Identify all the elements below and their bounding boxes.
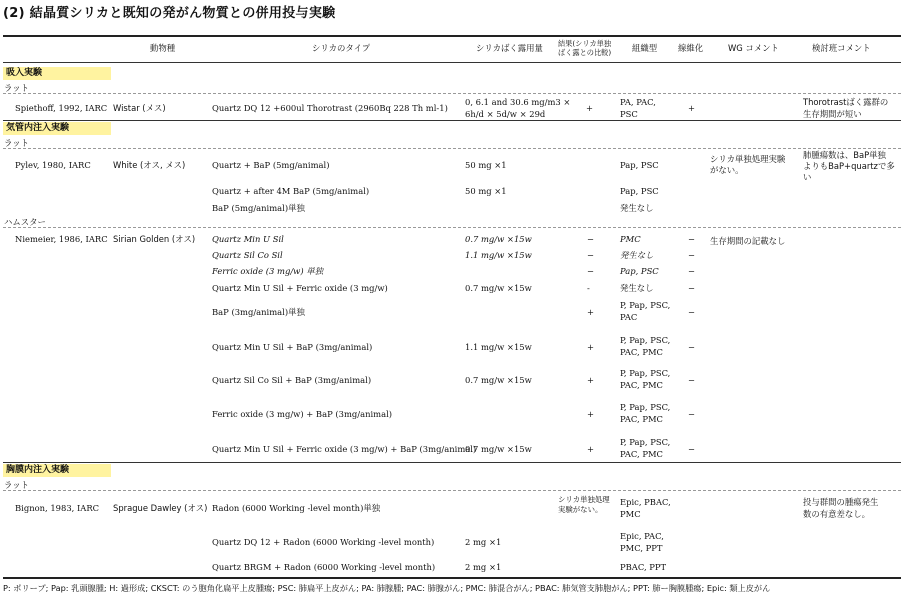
fibrosis-cell: − (688, 409, 696, 419)
divider (3, 490, 901, 491)
result-cell: + (587, 307, 595, 317)
tissue-cell: Pap, PSC (620, 160, 659, 170)
section-intrapleural: 胸膜内注入実験 (3, 464, 111, 477)
silica-type-cell: Ferric oxide (3 mg/w) + BaP (3mg/animal) (212, 409, 393, 419)
sub-rat: ラット (4, 138, 29, 148)
tissue-cell: P, Pap, PSC, (620, 300, 671, 310)
tissue-cell-line2: PAC (620, 312, 638, 322)
species-cell: White (オス, メス) (113, 160, 186, 170)
document-title: (2) 結晶質シリカと既知の発がん物質との併用投与実験 (3, 6, 336, 21)
header-exposure: シリカばく露用量 (476, 43, 543, 53)
silica-type-cell: BaP (3mg/animal)単独 (212, 307, 305, 317)
fibrosis-cell: − (688, 342, 696, 352)
exposure-cell: 1.1 mg/w ×15w (465, 342, 532, 352)
review-cell: 投与群間の腫瘍発生 (803, 497, 879, 507)
silica-type-cell: Quartz DQ 12 + Radon (6000 Working -level month) (212, 537, 435, 547)
result-cell: シリカ単独処理 (558, 495, 610, 504)
header-result-line1: 結果(シリカ単独 (558, 39, 612, 48)
tissue-cell: P, Pap, PSC, (620, 368, 671, 378)
review-cell: 肺腫瘍数は、BaP単独 (803, 150, 886, 160)
footnote: P: ポリープ; Pap: 乳頭腺腫; H: 過形成; CKSCT: のう胞角化扁平上皮腫瘍; PSC: 肺扁平上皮がん; PA: 肺腺腫; PAC: 肺腺がん; PMC: 肺混合がん; PBAC: 肺気管支肺胞がん; PPT: 肺ー胸膜腫瘍; Epic: 類上皮がん (3, 583, 771, 593)
study-ref: Spiethoff, 1992, IARC (15, 103, 108, 113)
tissue-cell: PMC (620, 234, 641, 244)
divider (3, 93, 901, 94)
exposure-cell: 1.1 mg/w ×15w (465, 250, 532, 260)
species-cell: Wistar (メス) (113, 103, 166, 113)
fibrosis-cell: − (688, 444, 696, 454)
silica-type-cell: Quartz BRGM + Radon (6000 Working -level month) (212, 562, 436, 572)
study-ref: Pylev, 1980, IARC (15, 160, 91, 170)
exposure-cell-line2: 6h/d × 5d/w × 29d (465, 109, 546, 119)
silica-type-cell: Quartz Sil Co Sil (212, 250, 283, 260)
silica-type-cell: Quartz Min U Sil + Ferric oxide (3 mg/w) + BaP (3mg/animal) (212, 444, 477, 454)
tissue-cell: Pap, PSC (620, 266, 659, 276)
tissue-cell: PBAC, PPT (620, 562, 667, 572)
result-cell: - (587, 283, 590, 293)
tissue-cell: 発生なし (620, 203, 654, 213)
study-ref: Niemeier, 1986, IARC (15, 234, 108, 244)
table-bottom-rule (3, 577, 901, 579)
result-cell: + (587, 444, 595, 454)
tissue-cell: 発生なし (620, 250, 654, 260)
silica-type-cell: Quartz Sil Co Sil + BaP (3mg/animal) (212, 375, 372, 385)
tissue-cell: P, Pap, PSC, (620, 402, 671, 412)
tissue-cell-line2: PMC (620, 509, 641, 519)
review-cell-line2: 生存期間が短い (803, 109, 862, 119)
exposure-cell: 50 mg ×1 (465, 186, 507, 196)
result-cell: + (587, 342, 595, 352)
section-intratracheal: 気管内注入実験 (3, 122, 111, 135)
fibrosis-cell: − (688, 375, 696, 385)
exposure-cell: 0.7 mg/w ×15w (465, 444, 532, 454)
header-bottom-rule (3, 62, 901, 63)
result-cell: − (587, 250, 595, 260)
tissue-cell: Epic, PBAC, (620, 497, 671, 507)
tissue-cell-line2: PAC, PMC (620, 449, 663, 459)
tissue-cell-line2: PAC, PMC (620, 347, 663, 357)
table-top-rule (3, 35, 901, 37)
exposure-cell: 0, 6.1 and 30.6 mg/m3 × (465, 97, 571, 107)
result-cell-line2: 実験がない。 (558, 505, 603, 514)
fibrosis-cell: − (688, 234, 696, 244)
exposure-cell: 2 mg ×1 (465, 537, 502, 547)
sub-rat: ラット (4, 480, 29, 490)
species-cell: Sirian Golden (オス) (113, 234, 196, 244)
tissue-cell-line2: PMC, PPT (620, 543, 663, 553)
silica-type-cell: Quartz Min U Sil + BaP (3mg/animal) (212, 342, 373, 352)
tissue-cell: 発生なし (620, 283, 654, 293)
silica-type-cell: Quartz Min U Sil (212, 234, 284, 244)
header-silica-type: シリカのタイプ (312, 43, 371, 53)
wg-cell-line2: がない。 (710, 165, 744, 175)
result-cell: + (587, 409, 595, 419)
silica-type-cell: Quartz DQ 12 +600ul Thorotrast (2960Bq 228 Th ml-1) (212, 103, 448, 113)
header-tissue: 組織型 (632, 43, 658, 53)
result-cell: + (586, 103, 594, 113)
fibrosis-cell: − (688, 266, 696, 276)
divider (3, 227, 901, 228)
section-rule (3, 120, 901, 121)
silica-type-cell: Ferric oxide (3 mg/w) 単独 (212, 266, 324, 276)
wg-cell: シリカ単独処理実験 (710, 154, 786, 164)
fibrosis-cell: + (688, 103, 696, 113)
fibrosis-cell: − (688, 307, 696, 317)
tissue-cell: Pap, PSC (620, 186, 659, 196)
exposure-cell: 0.7 mg/w ×15w (465, 234, 532, 244)
result-cell: − (587, 266, 595, 276)
section-rule (3, 462, 901, 463)
divider (3, 148, 901, 149)
sub-rat: ラット (4, 83, 29, 93)
section-inhalation: 吸入実験 (3, 67, 111, 80)
tissue-cell: P, Pap, PSC, (620, 437, 671, 447)
tissue-cell: Epic, PAC, (620, 531, 664, 541)
silica-type-cell: Quartz + BaP (5mg/animal) (212, 160, 330, 170)
review-cell-line3: い (803, 172, 812, 182)
fibrosis-cell: − (688, 250, 696, 260)
tissue-cell-line2: PSC (620, 109, 638, 119)
silica-type-cell: Radon (6000 Working -level month)単独 (212, 503, 381, 513)
header-result (558, 39, 611, 57)
tissue-cell: PA, PAC, (620, 97, 656, 107)
review-cell-line2: よりもBaP+quartzで多 (803, 161, 895, 171)
header-result-line2: ばく露との比較) (558, 48, 612, 57)
result-cell: − (587, 234, 595, 244)
exposure-cell: 2 mg ×1 (465, 562, 502, 572)
review-cell: Thorotrastばく露群の (803, 97, 889, 107)
species-cell: Sprague Dawley (オス) (113, 503, 208, 513)
tissue-cell-line2: PAC, PMC (620, 414, 663, 424)
silica-type-cell: Quartz + after 4M BaP (5mg/animal) (212, 186, 370, 196)
header-fibrosis: 線維化 (678, 43, 704, 53)
tissue-cell: P, Pap, PSC, (620, 335, 671, 345)
exposure-cell: 0.7 mg/w ×15w (465, 283, 532, 293)
silica-type-cell: Quartz Min U Sil + Ferric oxide (3 mg/w) (212, 283, 388, 293)
header-wg: WG コメント (728, 43, 779, 53)
wg-cell: 生存期間の記載なし (710, 236, 786, 246)
sub-hamster: ハムスター (4, 217, 46, 227)
tissue-cell-line2: PAC, PMC (620, 380, 663, 390)
header-species: 動物種 (150, 43, 176, 53)
result-cell: + (587, 375, 595, 385)
review-cell-line2: 数の有意差なし。 (803, 509, 870, 519)
header-review: 検討班コメント (812, 43, 871, 53)
exposure-cell: 0.7 mg/w ×15w (465, 375, 532, 385)
silica-type-cell: BaP (5mg/animal)単独 (212, 203, 305, 213)
study-ref: Bignon, 1983, IARC (15, 503, 100, 513)
fibrosis-cell: − (688, 283, 696, 293)
exposure-cell: 50 mg ×1 (465, 160, 507, 170)
